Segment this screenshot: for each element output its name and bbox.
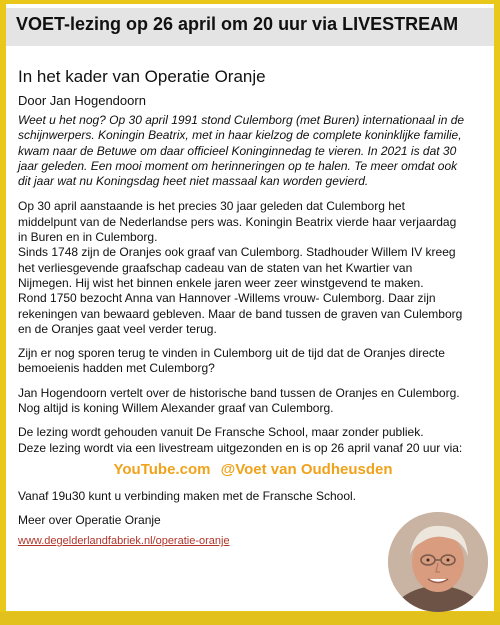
channel-link[interactable]: @Voet van Oudheusden xyxy=(220,460,393,478)
speaker-portrait xyxy=(388,512,488,612)
byline: Door Jan Hogendoorn xyxy=(18,93,146,108)
intro-line: jaar geleden. Een mooi moment om herinneringen op te halen. Te meer omdat ook xyxy=(18,158,458,173)
text-line: Op 30 april aanstaande is het precies 30 jaar geleden dat Culemborg het xyxy=(18,199,405,214)
connect-note: Vanaf 19u30 kunt u verbinding maken met de Fransche School. xyxy=(18,488,356,503)
speaker-paragraph xyxy=(18,386,488,417)
text-line: Nog altijd is koning Willem Alexander graaf van Culemborg. xyxy=(18,401,334,416)
website-link[interactable]: www.degelderlandfabriek.nl/operatie-oranje xyxy=(18,534,230,547)
text-line: Jan Hogendoorn vertelt over de historische band tussen de Oranjes en Culemborg. xyxy=(18,385,460,400)
document-page xyxy=(6,4,494,611)
text-line: Nijmegen. Hij wist het binnen enkele jaren weer zeer winstgevend te maken. xyxy=(18,275,424,290)
text-line: Rond 1750 bezocht Anna van Hannover -Willems vrouw- Culemborg. Daar zijn xyxy=(18,291,436,306)
text-line: De lezing wordt gehouden vanuit De Fransche School, maar zonder publiek. xyxy=(18,425,424,440)
intro-paragraph xyxy=(18,113,488,189)
intro-line: dit jaar wat nu Koningsdag heet niet massaal kan worden gevierd. xyxy=(18,174,369,189)
text-line: Zijn er nog sporen terug te vinden in Culemborg uit de tijd dat de Oranjes directe xyxy=(18,346,445,361)
title-bar xyxy=(6,8,494,46)
question-paragraph xyxy=(18,346,488,377)
bottom-border xyxy=(0,612,500,625)
text-line: rekeningen van bewaard gebleven. Maar de band tussen de graven van Culemborg xyxy=(18,306,463,321)
stream-links xyxy=(18,460,488,480)
intro-line: schijnwerpers. Koningin Beatrix, met in haar kielzog de complete koninklijke familie, xyxy=(18,128,462,143)
text-line: middelpunt van de Nederlandse pers was. Koningin Beatrix vierde haar verjaardag xyxy=(18,214,457,229)
more-info-label: Meer over Operatie Oranje xyxy=(18,512,161,527)
text-line: het verliesgevende graafschap cadeau van de staten van het Kwartier van xyxy=(18,260,413,275)
page-title: VOET-lezing op 26 april om 20 uur via LIVESTREAM xyxy=(16,14,459,34)
livestream-paragraph xyxy=(18,425,488,456)
article-body xyxy=(18,66,488,548)
text-line: in Buren en in Culemborg. xyxy=(18,230,158,245)
text-line: Deze lezing wordt via een livestream uitgezonden en is op 26 april vanaf 20 uur via: xyxy=(18,440,463,455)
youtube-link[interactable]: YouTube.com xyxy=(113,460,211,478)
text-line: Sinds 1748 zijn de Oranjes ook graaf van Culemborg. Stadhouder Willem IV kreeg xyxy=(18,245,456,260)
article-heading: In het kader van Operatie Oranje xyxy=(18,67,266,86)
intro-line: kwam naar de Betuwe om daar officieel Koninginnedag te vieren. In 2021 is dat 30 xyxy=(18,143,457,158)
text-line: en de Oranjes gaat veel verder terug. xyxy=(18,321,217,336)
intro-line: Weet u het nog? Op 30 april 1991 stond Culemborg (met Buren) internationaal in de xyxy=(18,113,465,127)
portrait-illustration xyxy=(388,512,488,612)
history-paragraph xyxy=(18,199,488,337)
text-line: bemoeienis hadden met Culemborg? xyxy=(18,361,215,376)
